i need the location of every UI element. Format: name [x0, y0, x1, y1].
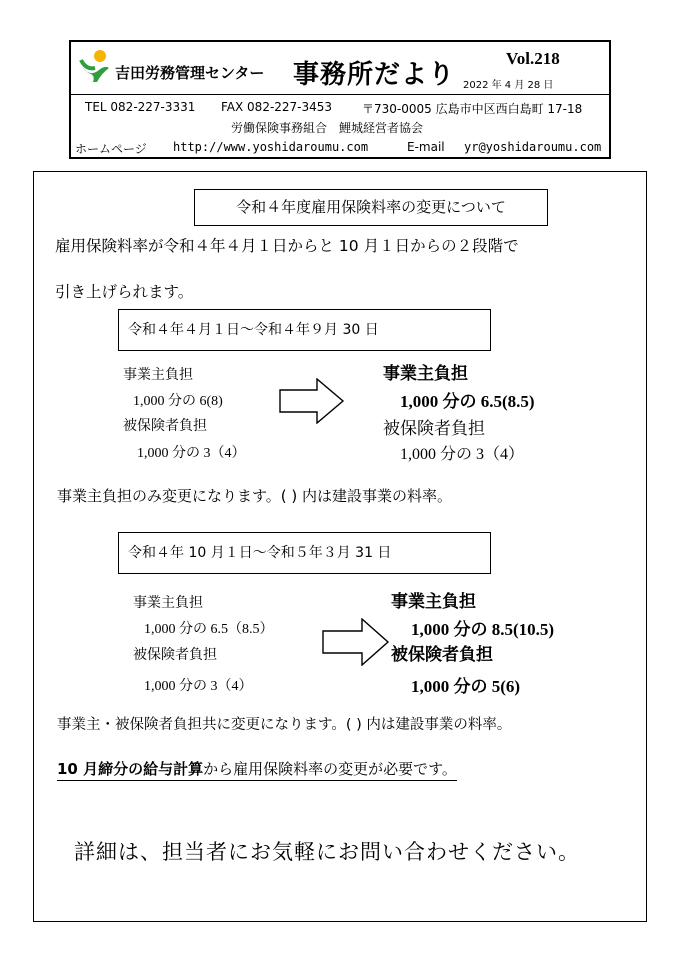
p1-before-employer-label: 事業主負担	[123, 367, 193, 383]
p1-before-insured-rate: 1,000 分の 3（4）	[137, 446, 246, 461]
newsletter-title: 事務所だより	[293, 60, 456, 90]
notice-title: 令和４年度雇用保険料率の変更について	[194, 189, 548, 226]
issue-date: 2022 年 4 月 28 日	[463, 80, 554, 91]
p1-after-insured-label: 被保険者負担	[383, 419, 485, 439]
period-1-label: 令和４年４月１日～令和４年９月 30 日	[118, 309, 491, 351]
p2-after-insured-rate: 1,000 分の 5(6)	[411, 677, 521, 696]
p1-before-insured-label: 被保険者負担	[123, 418, 207, 434]
newsletter-header	[69, 40, 611, 159]
p2-after-insured-label: 被保険者負担	[391, 645, 493, 665]
period-2-label: 令和４年 10 月１日～令和５年３月 31 日	[118, 532, 491, 574]
p2-after-employer-rate: 1,000 分の 8.5(10.5)	[411, 620, 555, 639]
email-link[interactable]: yr@yoshidaroumu.com	[464, 140, 602, 154]
period-2-arrow-icon	[322, 618, 390, 666]
website-label: ホームページ	[75, 142, 147, 156]
company-logo-icon	[79, 48, 113, 88]
p1-after-insured-rate: 1,000 分の 3（4）	[400, 446, 525, 463]
org-name: 吉田労務管理センター	[115, 64, 265, 82]
volume-number: Vol.218	[506, 49, 560, 68]
payroll-change-rest: から雇用保険料率の変更が必要です。	[203, 760, 457, 778]
period-1-arrow-icon	[279, 378, 345, 424]
website-link[interactable]: http://www.yoshidaroumu.com	[173, 140, 369, 154]
phone-number: TEL 082-227-3331	[85, 100, 196, 114]
p1-after-employer-label: 事業主負担	[383, 364, 468, 384]
postal-address: 〒730-0005 広島市中区西白島町 17-18	[362, 102, 583, 116]
p2-before-employer-label: 事業主負担	[133, 595, 203, 611]
payroll-change-emphasis: 10 月締分の給与計算	[57, 760, 204, 778]
p1-after-employer-rate: 1,000 分の 6.5(8.5)	[400, 392, 535, 411]
association-name: 労働保険事務組合 鯉城経営者協会	[231, 121, 424, 135]
p2-before-employer-rate: 1,000 分の 6.5（8.5）	[144, 622, 274, 637]
closing-message: 詳細は、担当者にお気軽にお問い合わせください。	[74, 840, 580, 864]
intro-line-2: 引き上げられます。	[55, 283, 194, 301]
p1-before-employer-rate: 1,000 分の 6(8)	[133, 394, 223, 409]
payroll-change-note	[57, 758, 457, 781]
header-divider	[71, 94, 609, 95]
p2-after-employer-label: 事業主負担	[391, 592, 476, 612]
notice-body	[33, 171, 647, 922]
p2-before-insured-label: 被保険者負担	[133, 647, 217, 663]
fax-number: FAX 082-227-3453	[221, 100, 333, 114]
period-1-note: 事業主負担のみ変更になります。( ) 内は建設事業の料率。	[57, 487, 453, 505]
email-label: E-mail	[407, 140, 445, 154]
intro-line-1: 雇用保険料率が令和４年４月１日からと 10 月１日からの２段階で	[55, 237, 519, 255]
period-2-note: 事業主・被保険者負担共に変更になります。( ) 内は建設事業の料率。	[57, 717, 512, 733]
p2-before-insured-rate: 1,000 分の 3（4）	[144, 679, 253, 694]
